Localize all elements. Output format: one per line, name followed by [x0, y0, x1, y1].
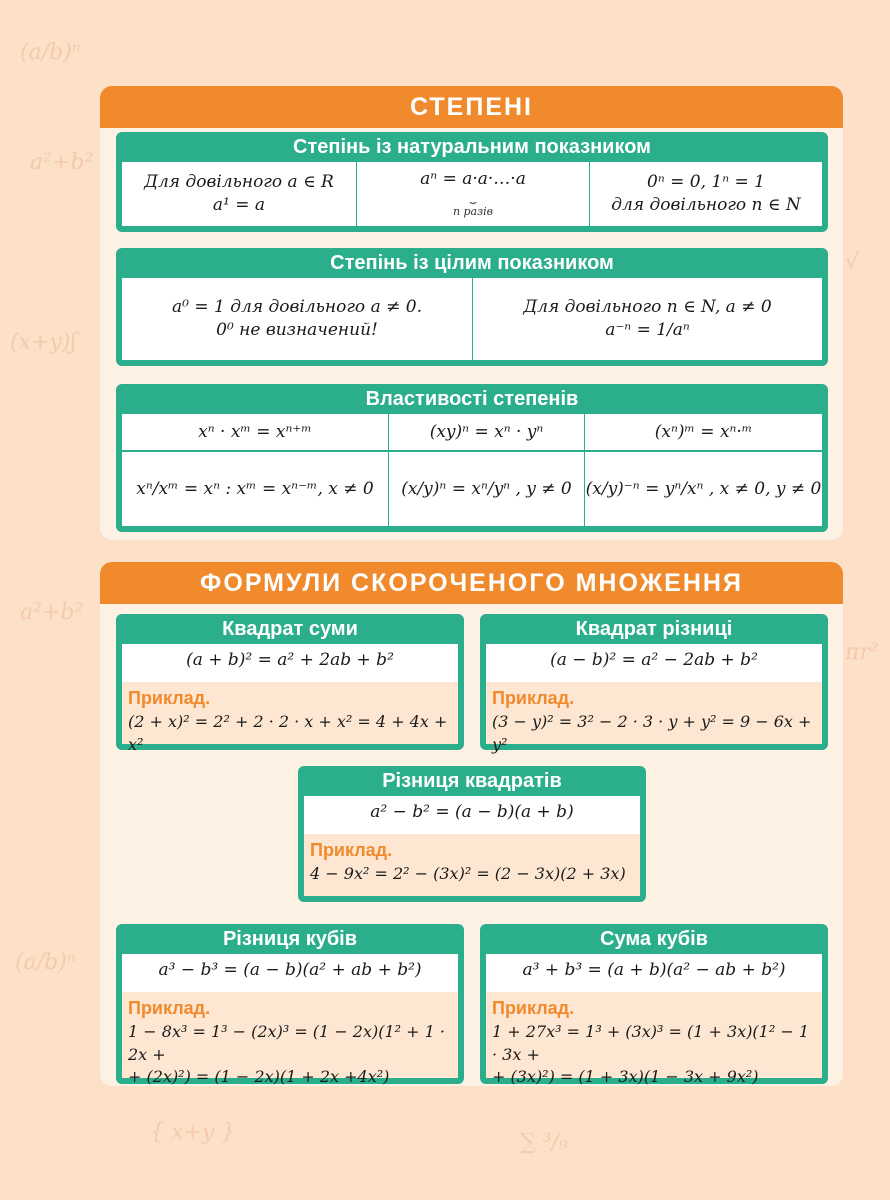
background-doodle: ∑ ³/₉: [520, 1130, 568, 1155]
natural-cell-1-line1: Для довільного a ∈ R: [144, 172, 334, 193]
property-negative-power: (x/y)⁻ⁿ = yⁿ/xⁿ , x ≠ 0, y ≠ 0: [584, 452, 822, 526]
integer-exponent-title: Степінь із цілим показником: [330, 252, 614, 274]
natural-cell-2-line1: aⁿ = a·a·…·a: [420, 168, 526, 189]
sum-cubes-example-line1: 1 + 27x³ = 1³ + (3x)³ = (1 + 3x)(1² − 1 · 3x +: [492, 1022, 810, 1064]
properties-title: Властивості степенів: [365, 388, 579, 410]
background-doodle: (a/b)ⁿ: [20, 40, 81, 65]
property-power-power: (xⁿ)ᵐ = xⁿ·ᵐ: [584, 414, 822, 450]
sum-cubes-title: Сума кубів: [600, 928, 708, 950]
integer-cell-2-line2: a⁻ⁿ = 1/aⁿ: [605, 320, 690, 340]
natural-cell-3-line2: для довільного n ∈ N: [611, 195, 801, 215]
properties-box: [116, 384, 828, 532]
diff-cubes-title: Різниця кубів: [222, 928, 358, 950]
formulas-title: ФОРМУЛИ СКОРОЧЕНОГО МНОЖЕННЯ: [100, 562, 843, 604]
diff-cubes-formula: a³ − b³ = (a − b)(a² + ab + b²): [158, 960, 422, 980]
property-quotient: xⁿ/xᵐ = xⁿ : xᵐ = xⁿ⁻ᵐ, x ≠ 0: [136, 478, 374, 499]
example-label: Приклад.: [310, 840, 393, 860]
natural-cell-1-line2: a¹ = a: [212, 195, 266, 215]
brace-icon: ⏟: [469, 191, 477, 204]
background-doodle: πr²: [845, 640, 879, 665]
background-doodle: (a/b)ⁿ: [15, 950, 76, 975]
sum-cubes-box: [480, 924, 828, 1084]
background-doodle: a²+b²: [20, 600, 84, 625]
powers-panel: [100, 86, 843, 540]
diff-cubes-box: [116, 924, 464, 1084]
natural-cell-2-note: n разів: [452, 205, 494, 219]
powers-title: СТЕПЕНІ: [100, 86, 843, 128]
diff-cubes-example-line2: + (2x)²) = (1 − 2x)(1 + 2x +4x²): [128, 1066, 390, 1086]
natural-cell-3-line1: 0ⁿ = 0, 1ⁿ = 1: [647, 172, 765, 193]
properties-row-1: [122, 414, 822, 450]
integer-exponent-body: [122, 278, 822, 360]
diff-of-squares-title: Різниця квадратів: [382, 770, 562, 792]
properties-row-2: [122, 452, 822, 526]
integer-cell-1-line2: 0⁰ не визначений!: [216, 320, 378, 340]
example-label: Приклад.: [492, 688, 575, 708]
example-label: Приклад.: [128, 998, 211, 1018]
integer-cell-1-line1: a⁰ = 1 для довільного a ≠ 0.: [172, 297, 422, 318]
properties-body: [122, 414, 822, 526]
diff-of-squares-box: [298, 766, 646, 902]
natural-cell-1: [122, 162, 356, 226]
diff-square-example-text: (3 − y)² = 3² − 2 · 3 · y + y² = 9 − 6x + y²: [492, 712, 812, 754]
natural-exponent-title: Степінь із натуральним показником: [293, 136, 651, 158]
integer-cell-2: [472, 278, 822, 360]
diff-of-squares-example: [304, 834, 640, 896]
natural-exponent-body: [122, 162, 822, 226]
diff-square-title: Квадрат різниці: [575, 618, 733, 640]
diff-square-formula: (a − b)² = a² − 2ab + b²: [550, 650, 758, 670]
natural-exponent-box: [116, 132, 828, 232]
sum-square-example-text: (2 + x)² = 2² + 2 · 2 · x + x² = 4 + 4x + x²: [128, 712, 448, 754]
sum-square-title: Квадрат суми: [222, 618, 358, 640]
sum-cubes-example: [486, 992, 822, 1086]
sum-cubes-formula: a³ + b³ = (a + b)(a² − ab + b²): [522, 960, 786, 980]
example-label: Приклад.: [492, 998, 575, 1018]
diff-of-squares-example-text: 4 − 9x² = 2² − (3x)² = (2 − 3x)(2 + 3x): [310, 864, 626, 884]
natural-cell-3: [589, 162, 822, 226]
sum-cubes-example-line2: + (3x)²) = (1 + 3x)(1 − 3x + 9x²): [492, 1066, 759, 1086]
integer-cell-1: [122, 278, 472, 360]
formulas-panel: [100, 562, 843, 1086]
diff-cubes-example: [122, 992, 458, 1086]
sum-square-formula: (a + b)² = a² + 2ab + b²: [186, 650, 394, 670]
example-label: Приклад.: [128, 688, 211, 708]
background-doodle: a²+b²: [30, 150, 94, 175]
property-product: xⁿ · xᵐ = xⁿ⁺ᵐ: [198, 421, 312, 442]
sum-square-example: [122, 682, 458, 754]
background-doodle: (x+y)ʃ: [10, 330, 77, 355]
background-doodle: √: [845, 250, 860, 275]
property-product-power: (xy)ⁿ = xⁿ · yⁿ: [388, 414, 584, 450]
integer-cell-2-line1: Для довільного n ∈ N, a ≠ 0: [523, 297, 772, 318]
diff-of-squares-formula: a² − b² = (a − b)(a + b): [370, 802, 574, 822]
natural-cell-2: [356, 162, 589, 226]
property-fraction-power: (x/y)ⁿ = xⁿ/yⁿ , y ≠ 0: [388, 452, 584, 526]
diff-cubes-example-line1: 1 − 8x³ = 1³ − (2x)³ = (1 − 2x)(1² + 1 · 2x +: [128, 1022, 446, 1064]
sum-square-box: [116, 614, 464, 754]
background-doodle: { x+y }: [150, 1120, 236, 1145]
diff-square-example: [486, 682, 822, 754]
integer-exponent-box: [116, 248, 828, 366]
diff-square-box: [480, 614, 828, 754]
